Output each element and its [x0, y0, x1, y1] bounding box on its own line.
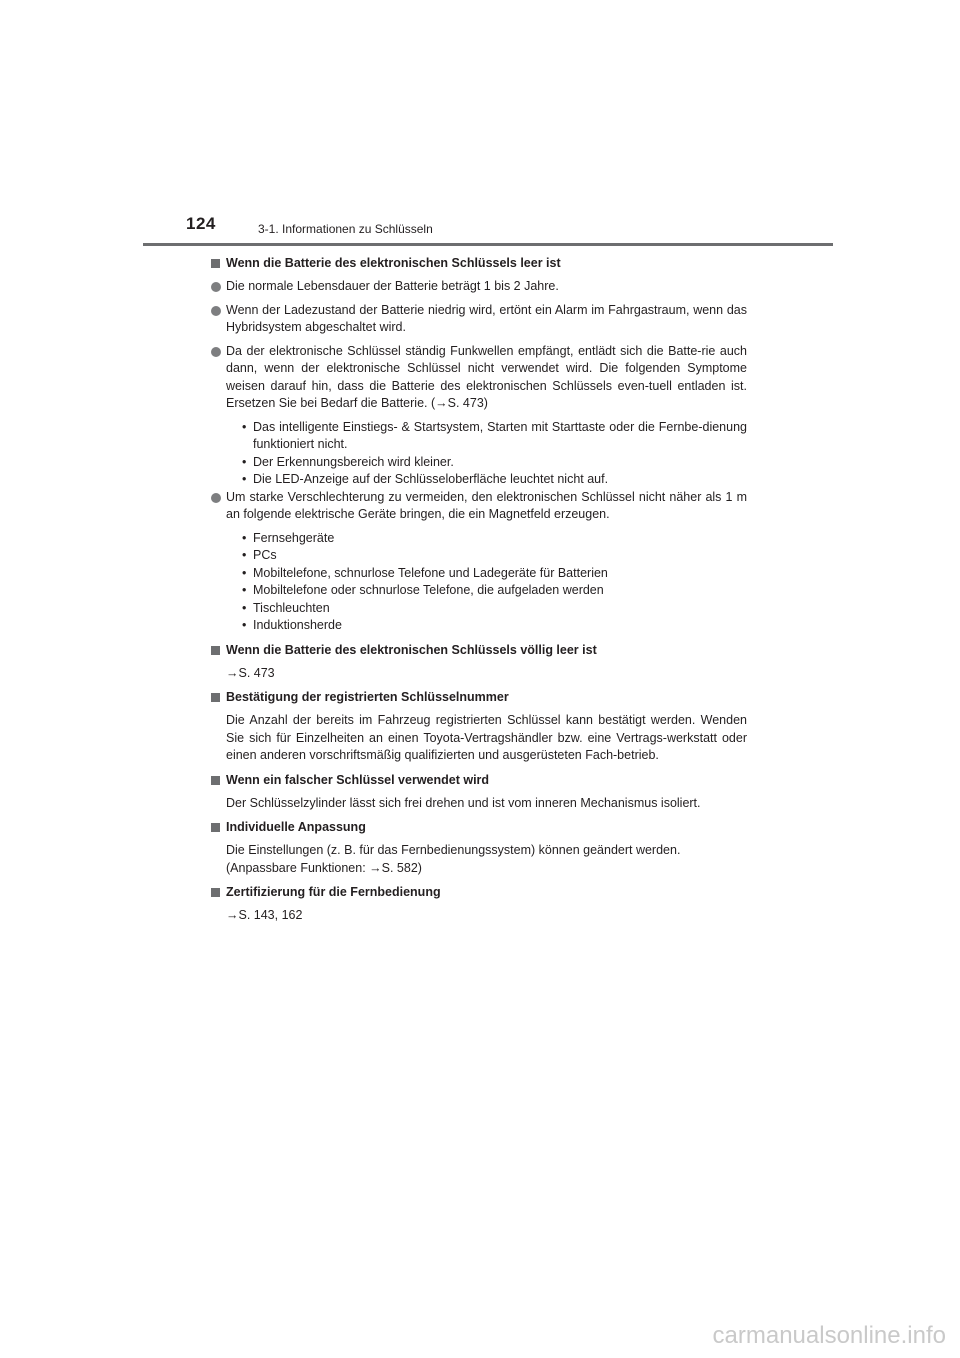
list-item-symptom [211, 454, 747, 472]
square-bullet-icon [211, 259, 220, 268]
bullet-icon: • [242, 454, 247, 469]
heading-text: Wenn ein falscher Schlüssel verwendet wird [226, 772, 490, 787]
paragraph-alarm [211, 302, 747, 337]
list-item-device [211, 600, 747, 618]
circle-bullet-icon [211, 306, 221, 316]
bullet-icon: • [242, 548, 247, 562]
bullet-icon: • [242, 618, 247, 632]
list-item-device [211, 547, 747, 565]
heading-text: Wenn die Batterie des elektronischen Schlüssels leer ist [226, 256, 561, 270]
paragraph-text: Um starke Verschlechterung zu vermeiden, den elektronischen Schlüssel nicht näher als 1 m an folgende elektrische Geräte bringen, die ein Magnetfeld erzeugen. [226, 489, 747, 521]
page-header [0, 0, 960, 250]
heading-text: Bestätigung der registrierten Schlüsselnummer [226, 690, 509, 704]
section-heading-wrong-key [211, 772, 747, 789]
bullet-icon: • [242, 600, 247, 615]
list-item-text: Der Erkennungsbereich wird kleiner. [253, 454, 454, 469]
paragraph-text: Die normale Lebensdauer der Batterie beträgt 1 bis 2 Jahre. [226, 279, 559, 293]
circle-bullet-icon [211, 347, 221, 357]
section-heading-battery-empty [211, 642, 747, 659]
page-reference: →S. 473 [226, 665, 275, 680]
header-rule [143, 243, 833, 246]
paragraph-customization: Die Einstellungen (z. B. für das Fernbedienungssystem) können geändert werden. [226, 843, 681, 857]
list-item-device [211, 565, 747, 583]
list-item-device [211, 617, 747, 635]
paragraph-battery-life [211, 278, 747, 296]
page-number: 124 [186, 214, 216, 233]
page-reference: →S. 143, 162 [226, 908, 303, 922]
list-item-device [211, 530, 747, 548]
list-item-text: Die LED-Anzeige auf der Schlüsseloberfläche leuchtet nicht auf. [253, 472, 609, 486]
paragraph-text: Da der elektronische Schlüssel ständig Funkwellen empfängt, entlädt sich die Batte-rie auch dann, wenn der elektronische Schlüssel nicht verwendet wird. Die folgenden Symptome weisen darauf hin, dass die Batterie des elektronischen Schlüssels even-tuell entladen ist. Ersetzen Sie bei Bedarf die Batterie. (→S. 473) [226, 343, 747, 410]
paragraph-wrong-key: Der Schlüsselzylinder lässt sich frei drehen und ist vom inneren Mechanismus isoliert. [226, 795, 701, 810]
square-bullet-icon [211, 888, 220, 897]
list-item-device [211, 582, 747, 600]
list-item-symptom [211, 419, 747, 454]
list-item-text: Das intelligente Einstiegs- & Startsystem, Starten mit Starttaste oder die Fernbe-dienung funktioniert nicht. [253, 419, 747, 451]
page-content [211, 255, 747, 925]
circle-bullet-icon [211, 493, 221, 503]
square-bullet-icon [211, 646, 220, 655]
paragraph-magnetic-field [211, 489, 747, 524]
list-item-text: Mobiltelefone oder schnurlose Telefone, die aufgeladen werden [253, 583, 604, 597]
section-heading-customization [211, 819, 747, 836]
bullet-icon: • [242, 565, 247, 580]
list-item-text: PCs [253, 548, 277, 562]
paragraph-key-number: Die Anzahl der bereits im Fahrzeug registrierten Schlüssel kann bestätigt werden. Wenden Sie sich für Einzelheiten an einen Toyota-Vertragshändler bzw. eine Vertrags-werkstatt oder einen anderen vorschriftsmäßig qualifizierten und ausgerüsteten Fach-betrieb. [226, 713, 747, 762]
paragraph-discharge [211, 343, 747, 413]
list-item-text: Induktionsherde [253, 618, 342, 632]
heading-text: Zertifizierung für die Fernbedienung [226, 885, 441, 899]
paragraph-customization-ref: (Anpassbare Funktionen: →S. 582) [226, 860, 422, 875]
heading-text: Wenn die Batterie des elektronischen Schlüssels völlig leer ist [226, 642, 597, 657]
square-bullet-icon [211, 776, 220, 785]
section-title: 3-1. Informationen zu Schlüsseln [258, 222, 433, 236]
list-item-text: Mobiltelefone, schnurlose Telefone und Ladegeräte für Batterien [253, 565, 608, 580]
section-heading-key-number [211, 689, 747, 706]
bullet-icon: • [242, 472, 247, 486]
section-heading-certification [211, 884, 747, 901]
bullet-icon: • [242, 583, 247, 597]
watermark-logo: carmanualsonline.info [712, 1322, 946, 1349]
square-bullet-icon [211, 823, 220, 832]
paragraph-text: Wenn der Ladezustand der Batterie niedrig wird, ertönt ein Alarm im Fahrgastraum, wenn das Hybridsystem abgeschaltet wird. [226, 302, 747, 334]
section-heading-battery-low [211, 255, 747, 272]
list-item-text: Tischleuchten [253, 600, 330, 615]
square-bullet-icon [211, 693, 220, 702]
bullet-icon: • [242, 419, 247, 434]
bullet-icon: • [242, 530, 247, 545]
list-item-symptom [211, 471, 747, 489]
heading-text: Individuelle Anpassung [226, 820, 366, 834]
circle-bullet-icon [211, 282, 221, 292]
list-item-text: Fernsehgeräte [253, 530, 335, 545]
